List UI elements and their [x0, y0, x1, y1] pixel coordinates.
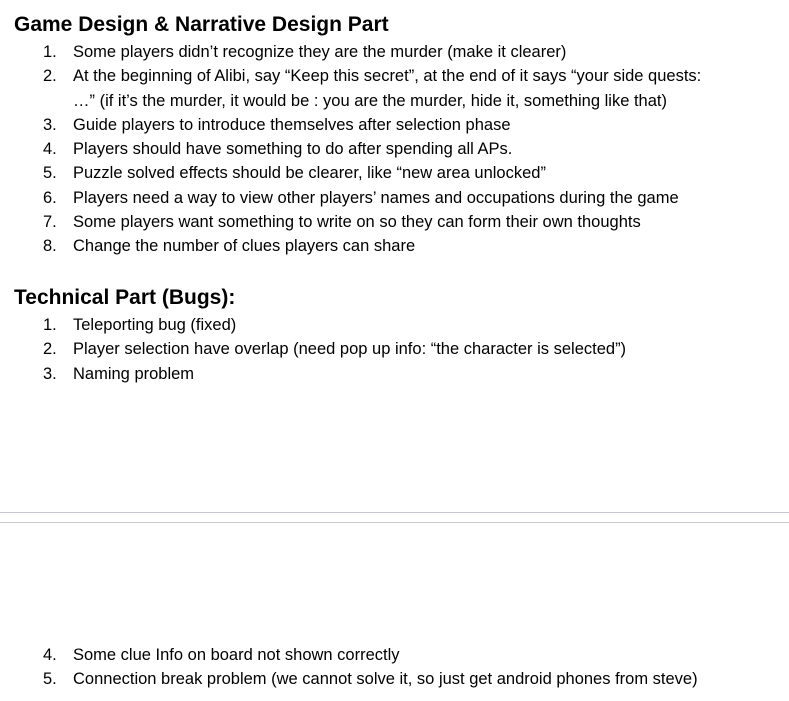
list-number: 4. — [43, 140, 57, 159]
list-item — [0, 113, 789, 137]
list-item-text: Naming problem — [73, 364, 195, 383]
list-item — [0, 40, 789, 64]
list-item-text-continued: …” (if it’s the murder, it would be : you are the murder, hide it, something like that) — [73, 91, 667, 110]
document-page-2 — [0, 523, 789, 701]
list-number: 6. — [43, 188, 57, 207]
technical-list — [0, 313, 789, 386]
list-number: 1. — [43, 43, 57, 61]
section-heading-technical: Technical Part (Bugs): — [14, 286, 236, 309]
list-item-text: Change the number of clues players can share — [73, 237, 416, 256]
list-item — [0, 64, 789, 113]
list-number: 1. — [43, 316, 57, 334]
list-item — [0, 337, 789, 361]
list-number: 7. — [43, 213, 57, 232]
game-design-list — [0, 40, 789, 259]
page-break — [0, 512, 789, 523]
list-number: 2. — [43, 67, 57, 86]
technical-list-continued — [0, 643, 789, 692]
list-item-text: At the beginning of Alibi, say “Keep this secret”, at the end of it says “your side quests: — [73, 67, 702, 86]
list-number: 2. — [43, 340, 57, 359]
list-number: 8. — [43, 237, 57, 256]
list-item-text: Some players want something to write on so they can form their own thoughts — [73, 213, 641, 232]
list-item-text: Some players didn’t recognize they are the murder (make it clearer) — [73, 43, 567, 61]
list-item — [0, 667, 789, 691]
list-number: 3. — [43, 364, 57, 383]
list-item — [0, 234, 789, 258]
list-item — [0, 186, 789, 210]
list-item — [0, 362, 789, 386]
list-item-text: Puzzle solved effects should be clearer, like “new area unlocked” — [73, 164, 546, 183]
list-item-text: Players should have something to do after spending all APs. — [73, 140, 513, 159]
list-number: 4. — [43, 646, 57, 664]
list-number: 5. — [43, 670, 57, 689]
list-item — [0, 161, 789, 185]
list-number: 3. — [43, 115, 57, 134]
list-item-text: Players need a way to view other players’ names and occupations during the game — [73, 188, 679, 207]
list-item-text: Teleporting bug (fixed) — [73, 316, 237, 334]
list-item — [0, 313, 789, 337]
list-item-text: Some clue Info on board not shown correctly — [73, 646, 400, 664]
list-item-text: Connection break problem (we cannot solve it, so just get android phones from steve) — [73, 670, 698, 689]
section-heading-game-design: Game Design & Narrative Design Part — [14, 13, 389, 36]
list-item — [0, 137, 789, 161]
list-number: 5. — [43, 164, 57, 183]
list-item — [0, 210, 789, 234]
list-item-text: Player selection have overlap (need pop up info: “the character is selected”) — [73, 340, 627, 359]
list-item-text: Guide players to introduce themselves after selection phase — [73, 115, 511, 134]
list-item — [0, 643, 789, 667]
